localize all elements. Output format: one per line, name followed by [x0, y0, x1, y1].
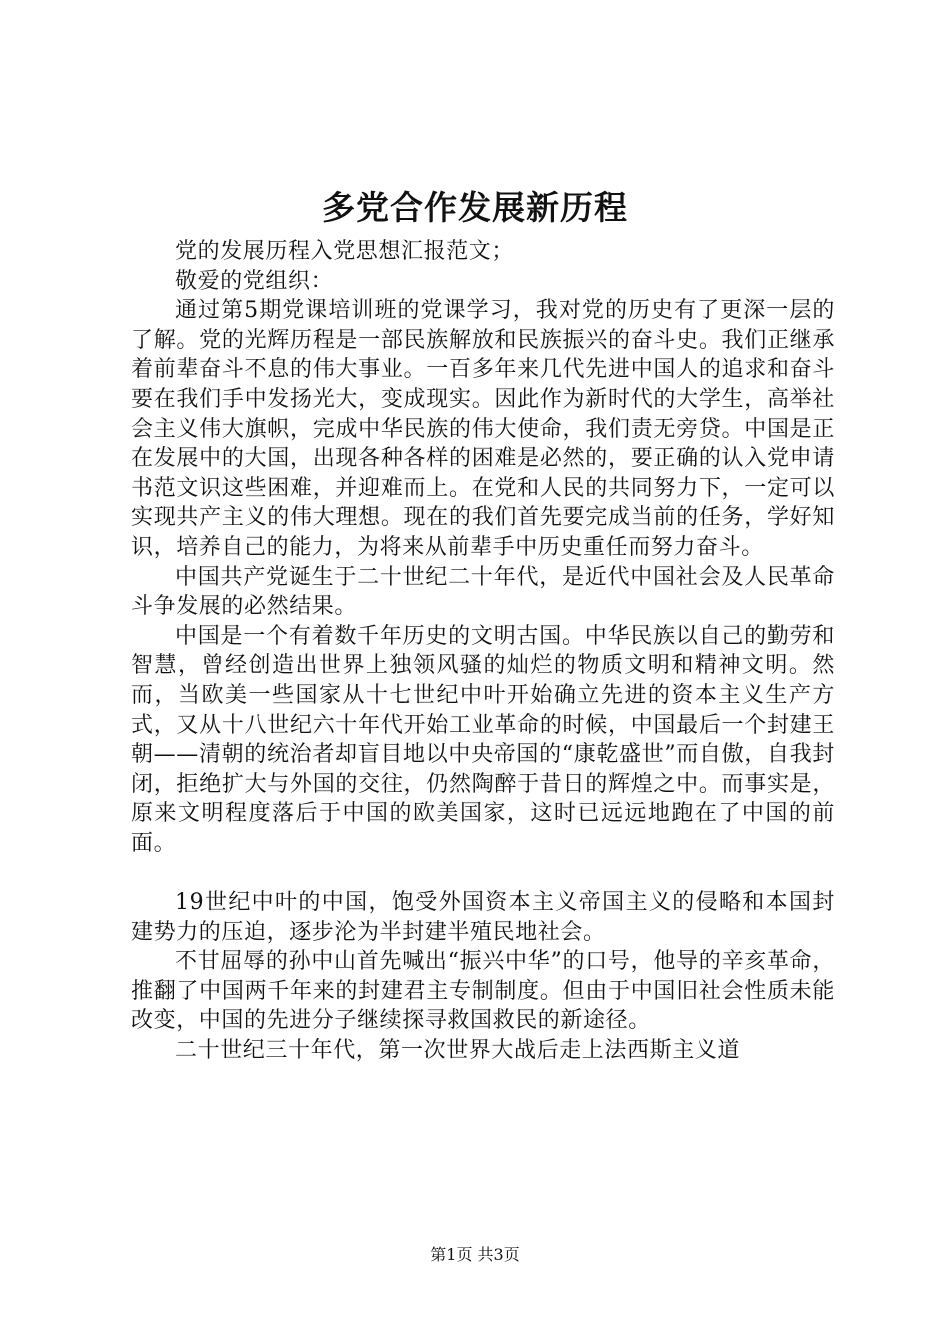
paragraph: 二十世纪三十年代，第一次世界大战后走上法西斯主义道 [175, 1038, 741, 1064]
paragraph-salutation: 敬爱的党组织： [175, 268, 334, 294]
document-body [131, 237, 835, 1066]
page-number-footer: 第1页 共3页 [430, 1245, 520, 1264]
paragraph: 中国是一个有着数千年历史的文明古国。中华民族以自己的勤劳和智慧，曾经创造出世界上独领风骚的灿烂的物质文明和精神文明。然而，当欧美一些国家从十七世纪中叶开始确立先进的资本主义生产方式，又从十八世纪六十年代开始工业革命的时候，中国最后一个封建王朝——清朝的统治者却盲目地以中央帝国的“康乾盛世”而自傲，自我封闭，拒绝扩大与外国的交往，仍然陶醉于昔日的辉煌之中。而事实是，原来文明程度落后于中国的欧美国家，这时已远远地跑在了中国的前面。 [131, 623, 835, 856]
paragraph: 中国共产党诞生于二十世纪二十年代，是近代中国社会及人民革命斗争发展的必然结果。 [131, 564, 835, 620]
document-title: 多党合作发展新历程 [322, 188, 628, 227]
paragraph: 不甘屈辱的孙中山首先喊出“振兴中华”的口号，他导的辛亥革命，推翻了中国两千年来的封建君主专制制度。但由于中国旧社会性质未能改变，中国的先进分子继续探寻救国救民的新途径。 [131, 949, 835, 1034]
paragraph: 19世纪中叶的中国，饱受外国资本主义帝国主义的侵略和本国封建势力的压迫，逐步沦为半封建半殖民地社会。 [131, 890, 835, 945]
paragraph-subtitle: 党的发展历程入党思想汇报范文； [175, 239, 515, 264]
paragraph: 通过第5期党课培训班的党课学习，我对党的历史有了更深一层的了解。党的光辉历程是一部民族解放和民族振兴的奋斗史。我们正继承着前辈奋斗不息的伟大事业。一百多年来几代先进中国人的追求和奋斗要在我们手中发扬光大，变成现实。因此作为新时代的大学生，高举社会主义伟大旗帜，完成中华民族的伟大使命，我们责无旁贷。中国是正在发展中的大国，出现各种各样的困难是必然的，要正确的认入党申请书范文识这些困难，并迎难而上。在党和人民的共同努力下，一定可以实现共产主义的伟大理想。现在的我们首先要完成当前的任务，学好知识，培养自己的能力，为将来从前辈手中历史重任而努力奋斗。 [131, 298, 835, 560]
